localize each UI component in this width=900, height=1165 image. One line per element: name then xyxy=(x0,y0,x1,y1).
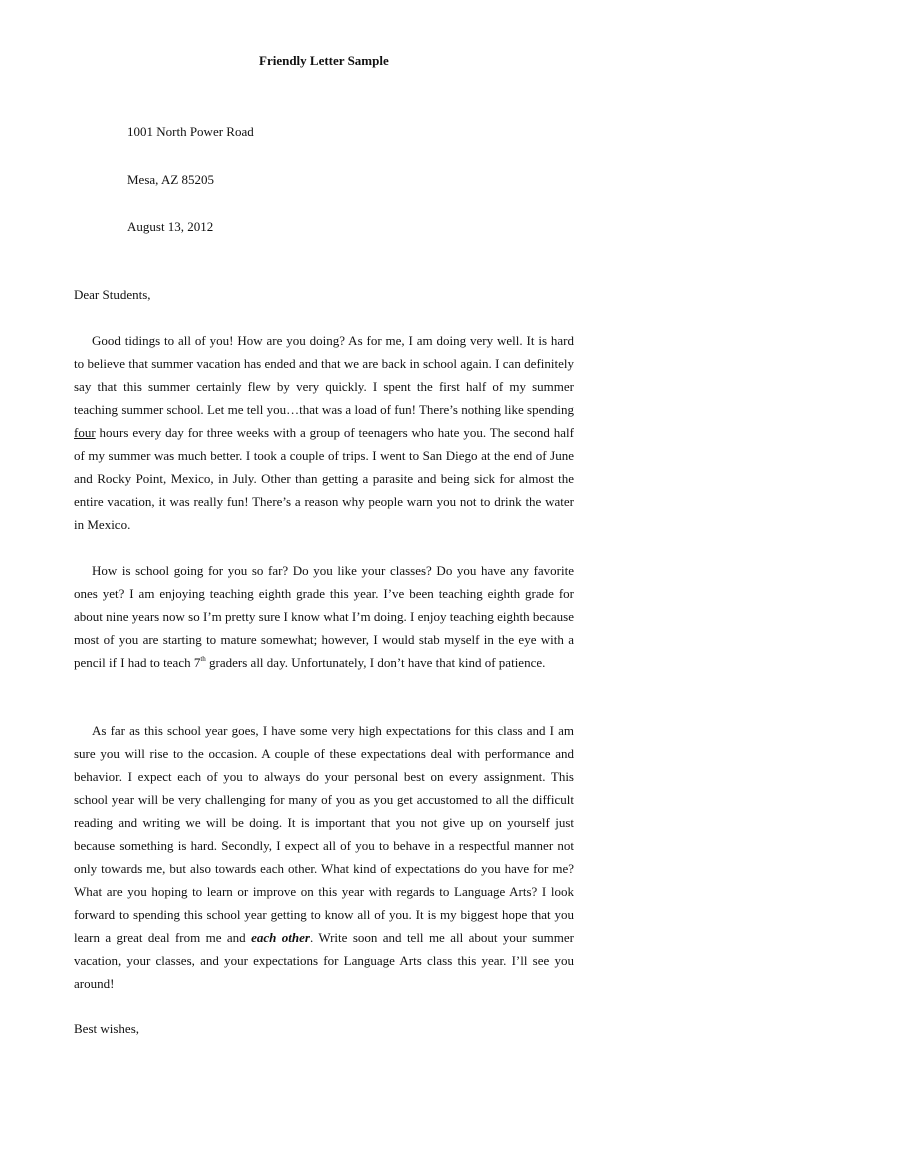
paragraph-3-text-b: . Write soon and tell me all about your summer vacation, your classes, and your expectations for Language Arts class this year. I’ll see you around! xyxy=(74,930,574,991)
paragraph-2-text-b: graders all day. Unfortunately, I don’t have that kind of patience. xyxy=(205,655,546,670)
heading-street: 1001 North Power Road xyxy=(127,124,254,139)
document-title: Friendly Letter Sample xyxy=(259,53,389,68)
heading-date: August 13, 2012 xyxy=(127,219,214,234)
salutation: Dear Students, xyxy=(74,287,151,302)
underlined-word: four xyxy=(74,425,96,440)
body-paragraph-3 xyxy=(74,719,574,995)
paragraph-1-text-b: hours every day for three weeks with a group of teenagers who hate you. The second half of my summer was much better. I took a couple of trips. I went to San Diego at the end of June and Rocky Point, Mexico, in July. Other than getting a parasite and being sick for almost the entire vacation, it was really fun! There’s a reason why people warn you not to drink the water in Mexico. xyxy=(74,425,574,532)
body-paragraph-1 xyxy=(74,329,574,536)
paragraph-3-text-a: As far as this school year goes, I have some very high expectations for this class and I am sure you will rise to the occasion. A couple of these expectations deal with performance and behavior. I expect each of you to always do your personal best on every assignment. This school year will be very challenging for many of you as you get accustomed to all the difficult reading and writing we will be doing. It is important that you not give up on yourself just because something is hard. Secondly, I expect all of you to behave in a respectful manner not only towards me, but also towards each other. What kind of expectations do you have for me? What are you hoping to learn or improve on this year with regards to Language Arts? I look forward to spending this school year getting to know all of you. It is my biggest hope that you learn a great deal from me and xyxy=(74,723,574,945)
heading-city-state-zip: Mesa, AZ 85205 xyxy=(127,172,215,187)
paragraph-1-text-a: Good tidings to all of you! How are you doing? As for me, I am doing very well. It is hard to believe that summer vacation has ended and that we are back in school again. I can definitely say that this summer certainly flew by very quickly. I spent the first half of my summer teaching summer school. Let me tell you…that was a load of fun! There’s nothing like spending xyxy=(74,333,574,417)
body-paragraph-2 xyxy=(74,559,574,674)
emphasized-phrase: each other xyxy=(251,930,310,945)
ordinal-superscript: th xyxy=(200,655,206,663)
paragraph-2-text-a: How is school going for you so far? Do you like your classes? Do you have any favorite ones yet? I am enjoying teaching eighth grade this year. I’ve been teaching eighth grade for about nine years now so I’m pretty sure I know what I’m doing. I enjoy teaching eighth because most of you are starting to mature somewhat; however, I would stab myself in the eye with a pencil if I had to teach 7 xyxy=(74,563,574,670)
closing: Best wishes, xyxy=(74,1021,139,1036)
